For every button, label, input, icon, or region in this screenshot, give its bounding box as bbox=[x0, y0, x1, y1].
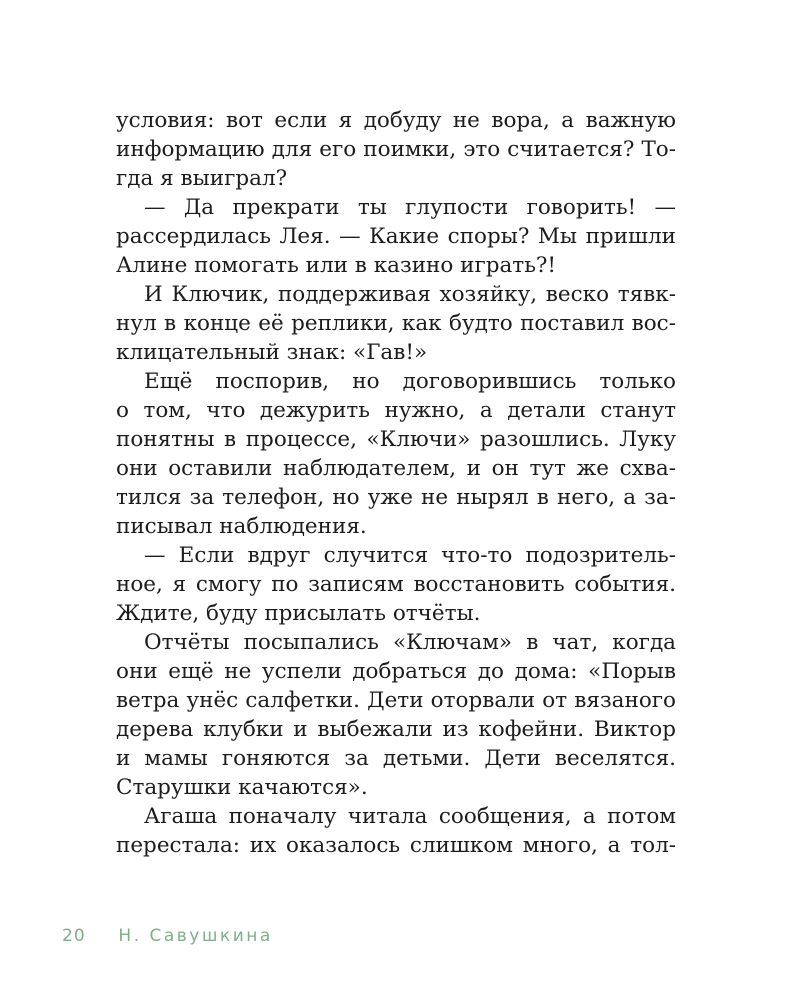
text-line: и мамы гоняются за детьми. Дети веселятся. bbox=[116, 746, 676, 771]
text-line: Ещё поспорив, но договорившись только bbox=[144, 369, 676, 394]
page-number: 20 bbox=[62, 926, 86, 946]
text-line: рассердилась Лея. — Какие споры? Мы пришли bbox=[116, 224, 676, 249]
text-line: они ещё не успели добраться до дома: «Порыв bbox=[116, 659, 676, 684]
text-line: клицательный знак: «Гав!» bbox=[116, 340, 428, 365]
text-line: ветра унёс салфетки. Дети оторвали от вязаного bbox=[116, 688, 676, 713]
paragraph-4 bbox=[116, 367, 676, 541]
paragraph-3 bbox=[116, 280, 676, 367]
text-line: И Ключик, поддерживая хозяйку, веско тявк- bbox=[144, 282, 676, 307]
text-line: нул в конце её реплики, как будто поставил вос- bbox=[116, 311, 676, 336]
text-line: Отчёты посыпались «Ключам» в чат, когда bbox=[144, 630, 676, 655]
paragraph-1 bbox=[116, 106, 676, 193]
body-text bbox=[116, 106, 676, 860]
text-line: писывал наблюдения. bbox=[116, 514, 367, 539]
text-line: условия: вот если я добуду не вора, а важную bbox=[116, 108, 676, 133]
text-line: Старушки качаются». bbox=[116, 775, 368, 800]
text-line: Ждите, буду присылать отчёты. bbox=[116, 601, 481, 626]
page-footer bbox=[62, 926, 273, 946]
author-name: Н. Савушкина bbox=[118, 926, 273, 946]
text-line: дерева клубки и выбежали из кофейни. Виктор bbox=[116, 717, 676, 742]
text-line: гда я выиграл? bbox=[116, 166, 288, 191]
text-line: информацию для его поимки, это считается? То- bbox=[116, 137, 676, 162]
text-line: Агаша поначалу читала сообщения, а потом bbox=[144, 804, 676, 829]
text-line: ное, я смогу по записям восстановить события. bbox=[116, 572, 676, 597]
text-line: — Да прекрати ты глупости говорить! — bbox=[144, 195, 676, 220]
paragraph-2 bbox=[116, 193, 676, 280]
text-line: — Если вдруг случится что-то подозритель- bbox=[144, 543, 676, 568]
text-line: о том, что дежурить нужно, а детали станут bbox=[116, 398, 676, 423]
text-line: перестала: их оказалось слишком много, а тол- bbox=[116, 833, 676, 858]
paragraph-7 bbox=[116, 802, 676, 860]
paragraph-5 bbox=[116, 541, 676, 628]
text-line: Алине помогать или в казино играть?! bbox=[116, 253, 557, 278]
text-line: тился за телефон, но уже не нырял в него, а за- bbox=[116, 485, 676, 510]
text-line: понятны в процессе, «Ключи» разошлись. Луку bbox=[116, 427, 676, 452]
paragraph-6 bbox=[116, 628, 676, 802]
text-line: они оставили наблюдателем, и он тут же схва- bbox=[116, 456, 676, 481]
